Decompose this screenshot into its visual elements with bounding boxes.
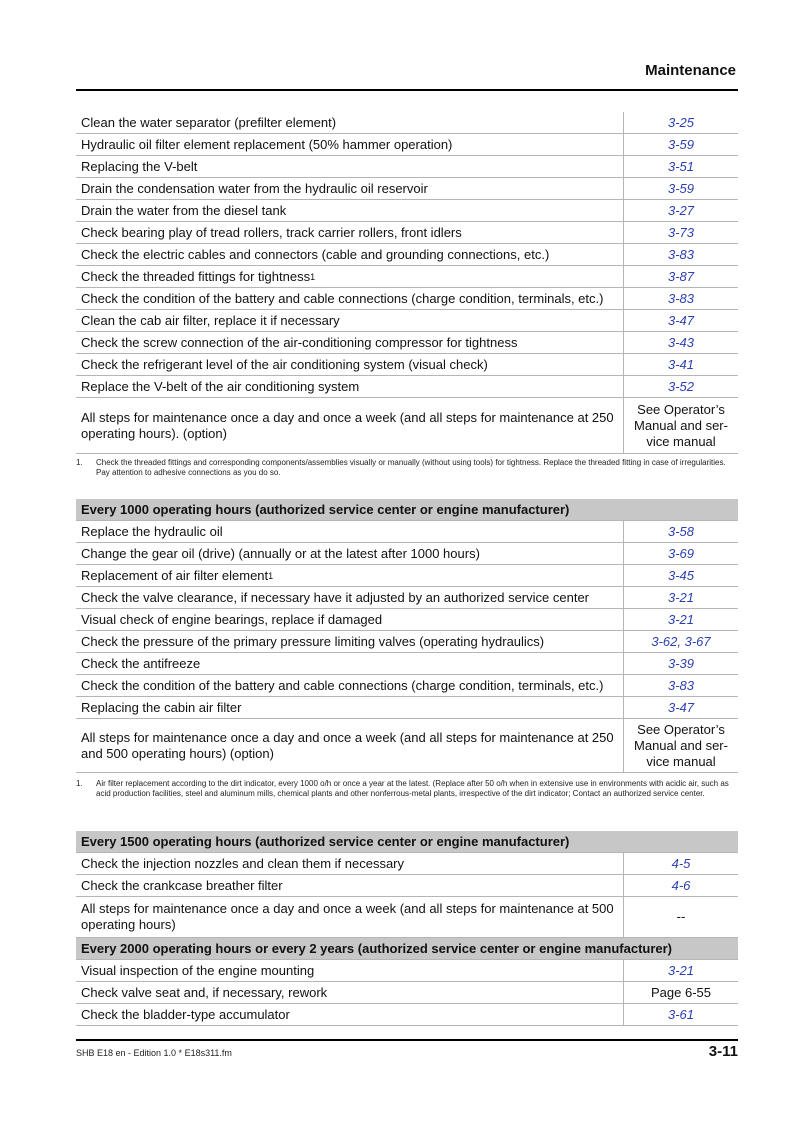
table-row <box>76 565 738 587</box>
task-description: All steps for maintenance once a day and once a week (and all steps for maintenance at 250 and 500 operating hours) (option) <box>76 719 624 772</box>
task-description: Drain the water from the diesel tank <box>76 200 624 221</box>
task-description: Check the injection nozzles and clean them if necessary <box>76 853 624 874</box>
table-row <box>76 112 738 134</box>
maintenance-table-1500h-2000h <box>76 831 738 1026</box>
task-description: Change the gear oil (drive) (annually or at the latest after 1000 hours) <box>76 543 624 564</box>
footnote <box>76 458 738 478</box>
footnote <box>76 779 738 799</box>
task-description: All steps for maintenance once a day and once a week (and all steps for maintenance at 500 operating hours) <box>76 897 624 937</box>
section-heading-text: Every 2000 operating hours or every 2 years (authorized service center or engine manufacturer) <box>81 940 673 956</box>
table-row <box>76 134 738 156</box>
table-row <box>76 960 738 982</box>
page-reference: Page 6-55 <box>651 984 711 1000</box>
task-description: Check the pressure of the primary pressure limiting valves (operating hydraulics) <box>76 631 624 652</box>
page-reference-link[interactable]: 3-39 <box>667 655 695 671</box>
maintenance-table-daily-weekly <box>76 112 738 454</box>
page-reference-link[interactable]: 3-43 <box>667 334 695 350</box>
task-description: Check the threaded fittings for tightness 1 <box>76 266 624 287</box>
page-reference-link[interactable]: 3-52 <box>667 378 695 394</box>
task-description: Replace the hydraulic oil <box>76 521 624 542</box>
page-reference-link[interactable]: 3-83 <box>667 290 695 306</box>
page-reference-link[interactable]: 3-58 <box>667 523 695 539</box>
task-description: Replacement of air filter element 1 <box>76 565 624 586</box>
task-description: Replacing the V-belt <box>76 156 624 177</box>
page-reference-link[interactable]: 4-6 <box>671 877 691 893</box>
page-reference-link[interactable]: 3-21 <box>667 589 695 605</box>
table-row <box>76 200 738 222</box>
page-reference-link[interactable]: 3-21 <box>667 962 695 978</box>
table-row <box>76 543 738 565</box>
task-description: Check the valve clearance, if necessary have it adjusted by an authorized service center <box>76 587 624 608</box>
page-number: 3-11 <box>708 1043 738 1060</box>
table-row <box>76 376 738 398</box>
task-description: Hydraulic oil filter element replacement (50% hammer operation) <box>76 134 624 155</box>
page-reference-link[interactable]: 3-59 <box>667 180 695 196</box>
page-reference-link[interactable]: 3-27 <box>667 202 695 218</box>
footnote-number: 1. <box>76 458 83 467</box>
table-row <box>76 1004 738 1026</box>
table-row <box>76 156 738 178</box>
page-reference: See Operator’s Manual and ser-vice manual <box>634 401 728 449</box>
page-reference-link[interactable]: 3-62, 3-67 <box>651 633 711 649</box>
page-reference: See Operator’s Manual and ser-vice manual <box>634 721 728 769</box>
table-row <box>76 222 738 244</box>
page-reference-link[interactable]: 3-69 <box>667 545 695 561</box>
task-description: Check the condition of the battery and cable connections (charge condition, terminals, etc.) <box>76 675 624 696</box>
table-row <box>76 675 738 697</box>
table-row <box>76 178 738 200</box>
task-description: Visual check of engine bearings, replace if damaged <box>76 609 624 630</box>
section-heading-text: Every 1000 operating hours (authorized service center or engine manufacturer) <box>81 501 570 517</box>
task-description: Visual inspection of the engine mounting <box>76 960 624 981</box>
table-section-heading <box>76 831 738 853</box>
table-row <box>76 310 738 332</box>
task-description: Clean the cab air filter, replace it if necessary <box>76 310 624 331</box>
table-row <box>76 719 738 773</box>
table-row <box>76 244 738 266</box>
page-reference-link[interactable]: 3-83 <box>667 246 695 262</box>
table-row <box>76 631 738 653</box>
table-row <box>76 288 738 310</box>
page-reference-link[interactable]: 3-61 <box>667 1006 695 1022</box>
page-reference-link[interactable]: 3-25 <box>667 114 695 130</box>
section-heading-text: Every 1500 operating hours (authorized service center or engine manufacturer) <box>81 833 570 849</box>
page-reference-link[interactable]: 3-59 <box>667 136 695 152</box>
page-reference: -- <box>676 909 686 924</box>
table-row <box>76 982 738 1004</box>
page-reference-link[interactable]: 3-73 <box>667 224 695 240</box>
table-row <box>76 697 738 719</box>
page-reference-link[interactable]: 3-87 <box>667 268 695 284</box>
task-description: Check the electric cables and connectors (cable and grounding connections, etc.) <box>76 244 624 265</box>
footnote-text: Air filter replacement according to the dirt indicator, every 1000 o/h or once a year at the latest. (Replace after 50 o/h when in extensive use in environments with acidic air, such as acid production facilities, steel and aluminum mills, chemical plants and other nonferrous-metal plants, irrespective of the dirt indicator; Contact an authorized service center. <box>96 779 729 798</box>
footnote-number: 1. <box>76 779 83 788</box>
task-description: Check the bladder-type accumulator <box>76 1004 624 1025</box>
page-reference-link[interactable]: 3-47 <box>667 699 695 715</box>
table-row <box>76 653 738 675</box>
task-description: Clean the water separator (prefilter element) <box>76 112 624 133</box>
table-row <box>76 521 738 543</box>
page-reference-link[interactable]: 3-51 <box>667 158 695 174</box>
page-reference-link[interactable]: 4-5 <box>671 855 691 871</box>
header-rule <box>76 89 738 91</box>
task-description: Replace the V-belt of the air conditioning system <box>76 376 624 397</box>
footnote-text: Check the threaded fittings and corresponding components/assemblies visually or manually (without using tools) for tightness. Replace the threaded fitting in case of irregularities. Pay attention to adhesive connections as you do so. <box>96 458 726 477</box>
page-reference-link[interactable]: 3-83 <box>667 677 695 693</box>
page-reference-link[interactable]: 3-21 <box>667 611 695 627</box>
task-description: Check the antifreeze <box>76 653 624 674</box>
table-section-heading <box>76 499 738 521</box>
page-reference-link[interactable]: 3-45 <box>667 567 695 583</box>
footer-rule <box>76 1039 738 1041</box>
task-description-text: Replacement of air filter element <box>81 567 269 583</box>
task-description: All steps for maintenance once a day and once a week (and all steps for maintenance at 250 operating hours). (option) <box>76 398 624 453</box>
table-row <box>76 853 738 875</box>
task-description-text: Check the threaded fittings for tightness <box>81 268 311 284</box>
footer-document-id: SHB E18 en - Edition 1.0 * E18s311.fm <box>76 1048 232 1058</box>
table-row <box>76 587 738 609</box>
task-description: Drain the condensation water from the hydraulic oil reservoir <box>76 178 624 199</box>
task-description: Check valve seat and, if necessary, rework <box>76 982 624 1003</box>
table-row <box>76 354 738 376</box>
table-row <box>76 875 738 897</box>
task-description: Check the screw connection of the air-conditioning compressor for tightness <box>76 332 624 353</box>
table-row <box>76 266 738 288</box>
task-description: Check the crankcase breather filter <box>76 875 624 896</box>
task-description: Check the condition of the battery and cable connections (charge condition, terminals, etc.) <box>76 288 624 309</box>
page-header-title: Maintenance <box>645 62 736 79</box>
table-row <box>76 332 738 354</box>
page-reference-link[interactable]: 3-41 <box>667 356 695 372</box>
table-section-heading <box>76 938 738 960</box>
task-description: Check bearing play of tread rollers, track carrier rollers, front idlers <box>76 222 624 243</box>
maintenance-table-1000h <box>76 499 738 773</box>
table-row <box>76 609 738 631</box>
task-description: Replacing the cabin air filter <box>76 697 624 718</box>
table-row <box>76 897 738 938</box>
page-reference-link[interactable]: 3-47 <box>667 312 695 328</box>
task-description: Check the refrigerant level of the air conditioning system (visual check) <box>76 354 624 375</box>
table-row <box>76 398 738 454</box>
